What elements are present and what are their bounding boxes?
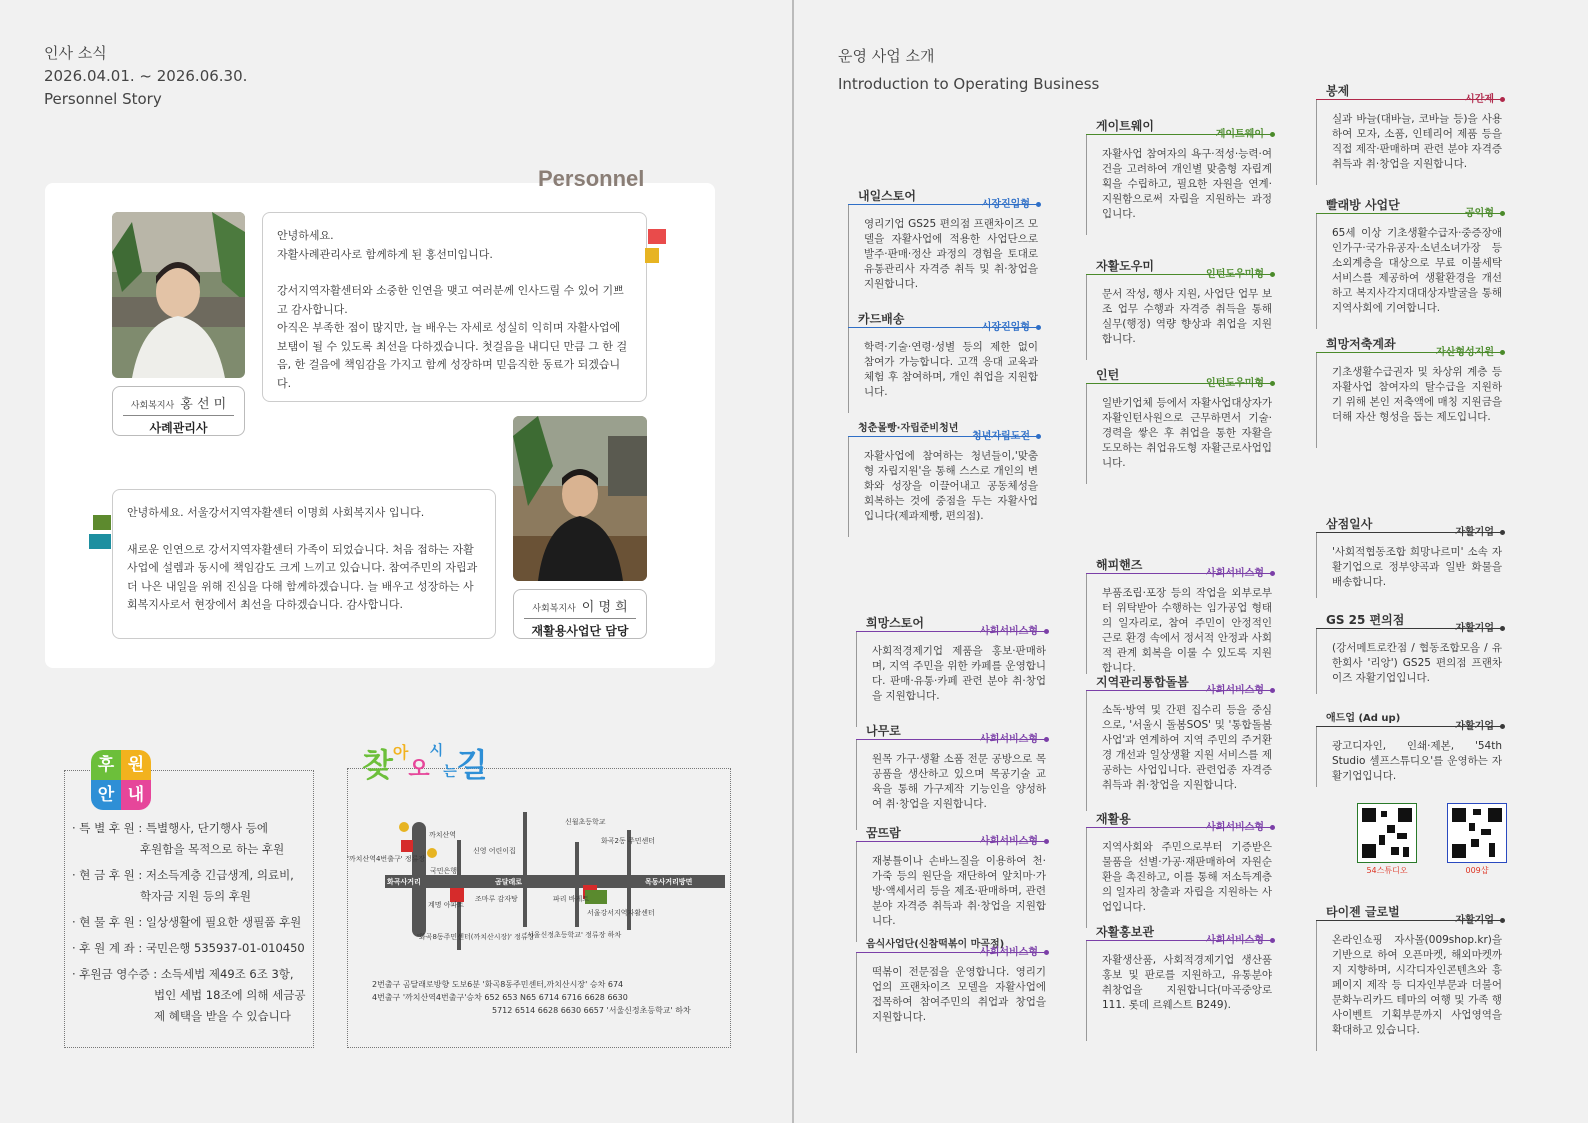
qr-code-54studio[interactable] [1357,803,1417,863]
qr-code-009shop[interactable] [1447,803,1507,863]
business-desc: 원목 가구·생활 소품 전문 공방으로 목공품을 생산하고 있으며 목공기술 교육을 통해 가구제작 기능인을 양성하여 취·창업을 지원합니다. [872,753,1046,810]
decor-square-teal [89,534,111,549]
business-entry [1316,709,1502,784]
donation-list [72,818,305,1032]
header-dot [1270,825,1275,830]
business-tag [1206,265,1264,280]
header-dot [1500,724,1505,729]
side-rule [1316,353,1317,448]
badge-char-2: 원 [121,750,151,780]
staff-name-2: 이 명 희 [581,600,628,615]
header-dot [1044,629,1049,634]
business-name: 자활도우미 [1096,259,1154,273]
business-name: 애드업 (Ad up) [1326,713,1401,724]
business-tag [1216,125,1264,140]
donation-item: · 현 물 후 원 : 일상생활에 필요한 생필품 후원 [72,915,302,929]
transit-line: 2번출구 곰달래로방향 도보6분 '화곡8동주민센터,까치산시장' 승차 674 [372,980,624,989]
map-label: '화곡8동주민센터(까치산시장)' 정류장 [417,933,535,941]
map-label: 신영 어린이집 [473,847,516,855]
business-name: 청춘몰빵·자립준비청년 [858,423,959,434]
staff-title-1: 사회복지사 [130,401,175,411]
business-desc: 학력·기술·연령·성별 등의 제한 없이 참여가 가능합니다. 고객 응대 교육과 체험 후 참여하며, 개인 취업을 지원합니다. [864,341,1038,398]
side-rule [1086,135,1087,235]
map-label: 화곡2동 주민센터 [601,837,656,845]
side-rule [856,740,857,830]
staff-message-2-p1: 안녕하세요. 서울강서지역자활센터 이명희 사회복지사 입니다. [127,506,425,519]
header-rule [856,841,1046,842]
business-name: 지역관리통합돌봄 [1096,675,1189,689]
business-desc: 부품조립·포장 등의 작업을 외부로부터 위탁받아 수행하는 임가공업 형태의 일자리로, 참여 주민이 안정적인 근로 환경 속에서 정서적 안정과 사회적 관계 회복을 이룰 수 있도록 지원합니다. [1102,587,1272,674]
side-rule [848,437,849,537]
business-tag [1206,374,1264,389]
map-label: 파리 바게트 [553,895,590,903]
header-rule [1316,726,1502,727]
business-desc: 자활사업에 참여하는 청년들이,'맞춤형 자립지원'을 통해 스스로 개인의 변화와 성장을 이끌어내고 공동체성을 회복하는 것에 중점을 두는 자활사업입니다(제과제빵, 편의점). [864,450,1038,522]
badge-char-3: 안 [91,780,121,810]
business-tag [1206,564,1264,579]
business-name: 내일스토어 [858,189,916,203]
header-rule [1086,134,1272,135]
business-tag [980,730,1038,745]
side-rule [1086,828,1087,928]
donation-item: · 현 금 후 원 : 저소득계층 긴급생계, 의료비, 학자금 지원 등의 후원 [72,868,294,903]
map-label: 화곡사거리 [387,878,421,886]
business-entry [1086,556,1272,676]
map-label: 국민은행 [430,867,458,875]
staff-message-2-p2: 새로운 인연으로 강서지역자활센터 가족이 되었습니다. 처음 접하는 자활사업에 설렘과 동시에 책임감도 크게 느끼고 있습니다. 참여주민의 자립과 더 나은 내일을 위해 진심을 다해 함께하겠습니다. 늘 배우고 성장하는 사회복지사로서 현장에서 최선을 다하겠습니다. 감사합니다. [127,542,478,611]
business-name: 타이젠 글로벌 [1326,905,1400,919]
personnel-card-title: Personnel [538,166,645,191]
decor-square-green [93,515,111,530]
staff-photo-1 [112,212,245,378]
side-rule [1086,941,1087,1041]
header-rule [1086,573,1272,574]
header-rule [1086,383,1272,384]
staff-name-1: 홍 선 미 [180,397,227,412]
header-rule [1316,99,1502,100]
header-dot [1036,202,1041,207]
line-2-icon [427,848,437,858]
business-desc: 광고디자인, 인쇄·제본, '54th Studio 셀프스튜디오'를 운영하는 자활기업입니다. [1332,740,1502,782]
business-name: 희망저축계좌 [1326,337,1396,351]
side-rule [1086,691,1087,811]
header-dot [1036,434,1041,439]
business-desc: 온라인쇼핑 자사몰(009shop.kr)을 기반으로 하여 오픈마켓, 해외마켓까지 지향하며, 시각디자인콘텐츠와 흥페이지 제작 등 디자인부문과 더불어 문화누리카드 테마의 여행 및 가족 행사이벤트 기획부문까지 사업영역을 확대하고 있습니다. [1332,934,1502,1036]
header-dot [1270,381,1275,386]
business-entry [1086,923,1272,1013]
business-entry [1086,257,1272,347]
donation-badge [91,750,151,810]
header-rule [856,631,1046,632]
directions-map [347,812,720,962]
side-rule [1316,629,1317,694]
side-rule [856,953,857,1053]
header-rule [1316,213,1502,214]
decor-square-red [648,229,666,244]
business-tag [1455,911,1494,926]
donation-item: · 후 원 계 좌 : 국민은행 535937-01-010450 [72,941,305,955]
business-tag [1206,818,1264,833]
transit-line: 5712 6514 6628 6630 6657 '서울신정초등학교' 하차 [492,1006,691,1015]
header-rule [848,327,1038,328]
business-desc: 지역사회와 주민으로부터 기증받은 물품을 선별·가공·재판매하여 자원순환을 촉진하고, 이를 통해 저소득계층의 일자리 창출과 자립을 지원하는 사업입니다. [1102,841,1272,913]
header-dot [1044,950,1049,955]
donation-item: · 후원금 영수증 : 소득세법 제49조 6조 3항, 법인 세법 18조에 의해 세금공 제 혜택을 받을 수 있습니다 [72,967,306,1023]
staff-message-1-p2: 강서지역자활센터와 소중한 인연을 맺고 여러분께 인사드릴 수 있어 기쁘고 감사합니다. 아직은 부족한 점이 많지만, 늘 배우는 자세로 성실히 익히며 자활사업에 보탬이 될 수 있도록 최선을 다하겠습니다. 첫걸음을 내디딘 만큼 그 한 걸음, 한 걸음에 책임감을 가지고 함께 성장하며 믿음직한 동료가 되겠습니다. [277,284,628,390]
donation-item: · 특 별 후 원 : 특별행사, 단기행사 등에 후원함을 목적으로 하는 후원 [72,821,285,856]
directions-title: 찾$^아$오$^시$는길 [362,743,488,784]
staff-nametag-1 [112,386,245,436]
side-rule [1086,384,1087,484]
business-entry [1086,117,1272,222]
staff-message-1 [262,212,647,402]
side-rule [1316,533,1317,598]
business-desc: 영리기업 GS25 편의점 프랜차이즈 모델을 자활사업에 적용한 사업단으로 발주·판매·정산 과정의 경험을 토대로 유통관리사 자격증 취득 및 취·창업을 지원합니다. [864,218,1038,290]
business-entry [848,187,1038,292]
business-entry [848,419,1038,524]
business-name: 게이트웨이 [1096,119,1154,133]
business-tag [1206,681,1264,696]
header-rule [856,952,1046,953]
side-rule [856,632,857,727]
business-desc: 65세 이상 기초생활수급자·중증장애인가구·국가유공자·소년소녀가장 등 소외계층을 대상으로 무료 이불세탁 서비스를 제공하여 생활환경을 개선하고 복지사각지대대상자발굴을 통해 지역사회에 기여합니다. [1332,227,1502,314]
personnel-header [44,42,247,111]
header-dot [1500,97,1505,102]
business-tag [1465,90,1494,105]
header-dot [1044,839,1049,844]
business-entry [1086,810,1272,915]
business-header [838,42,1099,98]
header-dot [1500,530,1505,535]
business-entry [1316,196,1502,316]
header-rule [1316,628,1502,629]
map-label: 계명 아파트 [428,901,465,909]
badge-char-4: 내 [121,780,151,810]
business-tag [1455,619,1494,634]
map-label: '서울신정초등학교' 정류장 하차 [525,931,622,939]
business-name: 희망스토어 [866,616,924,630]
business-name: 꿈뜨람 [866,826,901,840]
business-name: 자활홍보관 [1096,925,1154,939]
header-rule [848,436,1038,437]
header-dot [1270,571,1275,576]
business-name: 인턴 [1096,368,1120,382]
business-tag [982,195,1030,210]
business-entry [856,722,1046,812]
business-desc: 자활생산품, 사회적경제기업 생산품 홍보 및 판로를 지원하고, 유통분야 취창업을 지원합니다(마곡중앙로 111. 롯데 르웨스트 B249). [1102,954,1272,1011]
business-desc: 실과 바늘(대바늘, 코바늘 등)을 사용하여 모자, 소품, 인테리어 제품 등을 직접 제작·판매하며 관련 분야 자격증 취득과 취·창업을 지원합니다. [1332,113,1502,170]
business-tag [1436,343,1494,358]
map-label: 신월초등학교 [565,818,606,826]
business-entry [848,310,1038,400]
header-dot [1500,626,1505,631]
header-rule [1086,690,1272,691]
map-label: '까치산역4번출구' 정류장 [347,855,426,863]
business-desc: 자활사업 참여자의 욕구·적성·능력·여건을 고려하여 개인별 맞춤형 자립계획을 수립하고, 필요한 자원을 연계·지원함으로써 자립을 지원하는 과정입니다. [1102,148,1272,220]
map-label: 서울강서지역자활센터 [587,909,655,917]
bus-icon [401,840,413,852]
qr-label-54studio: 54스튜디오 [1366,866,1408,875]
business-name: 봉제 [1326,84,1350,98]
business-entry [856,614,1046,704]
business-tag [1206,931,1264,946]
business-desc: (강서메트로칸점 / 협동조합모음 / 유한회사 '리앙') GS25 편의점 프랜차이즈 자활기업입니다. [1332,642,1502,684]
business-desc: 소독·방역 및 간편 집수리 등을 중심으로, '서울시 돌봄SOS' 및 '통합돌봄 사업'과 연계하여 지역 주민의 주거환경 개선과 일상생활 지원 서비스를 제공하는 사업입니다. 관련업종 자격증 취득과 취·창업을 지원합니다. [1102,704,1272,791]
staff-photo-2 [513,416,647,581]
side-rule [1316,921,1317,1051]
business-desc: 떡볶이 전문점을 운영합니다. 영리기업의 프랜차이즈 모델을 자활사업에 접목하여 참여주민의 취업과 창업을 지원합니다. [872,966,1046,1023]
business-entry [1086,673,1272,793]
business-desc: 재봉틀이나 손바느질을 이용하여 천·가죽 등의 원단을 재단하여 앞치마·가방·액세서리 등을 제조·판매하며, 관련 분야 자격증 취득과 취·창업을 지원합니다. [872,855,1046,927]
business-desc: '사회적협동조합 희망나르미' 소속 자활기업으로 정부양곡과 일반 화물을 배송합니다. [1332,546,1502,588]
business-desc: 기초생활수급권자 및 차상위 계층 등 자활사업 참여자의 탈수급을 지원하기 위해 본인 저축액에 매칭 지원금을 더해 자산 형성을 돕는 제도입니다. [1332,366,1502,423]
business-tag [980,943,1038,958]
staff-title-2: 사회복지사 [532,604,576,614]
business-entry [856,935,1046,1025]
staff-role-1: 사례관리사 [149,421,208,435]
header-dot [1500,918,1505,923]
decor-square-yellow [645,248,659,263]
header-dot [1270,272,1275,277]
business-name: 해피핸즈 [1096,558,1143,572]
business-name: 재활용 [1096,812,1131,826]
header-dot [1044,737,1049,742]
business-entry [1316,82,1502,172]
side-rule [848,328,849,413]
business-entry [1316,903,1502,1038]
business-name: 음식사업단(신참떡볶이 마곡점) [866,939,1005,950]
side-rule [1316,214,1317,329]
header-dot [1270,132,1275,137]
business-desc: 사회적경제기업 제품을 홍보·판매하며, 지역 주민을 위한 카페를 운영합니다. 판매·유통·카페 관련 분야 취·창업을 지원합니다. [872,645,1046,702]
map-label: 조마루 감자탕 [475,895,518,903]
business-entry [856,824,1046,929]
personnel-period: 2026.04.01. ~ 2026.06.30. [44,67,248,85]
business-desc: 문서 작성, 행사 지원, 사업단 업무 보조 업무 수행과 자격증 취득을 통해 실무(행정) 역량 향상과 취업을 지원합니다. [1102,288,1272,345]
header-rule [848,204,1038,205]
map-label: 까치산역 [429,831,457,839]
business-tag [972,427,1030,442]
header-rule [1086,274,1272,275]
side-rule [856,842,857,942]
side-rule [1086,275,1087,360]
personnel-heading: 인사 소식 [44,44,107,62]
personnel-subtitle: Personnel Story [44,90,162,108]
header-dot [1270,938,1275,943]
header-rule [856,739,1046,740]
side-rule [1316,727,1317,787]
badge-char-1: 후 [91,750,121,780]
business-entry [1316,611,1502,686]
map-label: 곰달래로 [495,878,523,886]
business-desc: 일반기업체 등에서 자활사업대상자가 자활인턴사원으로 근무하면서 기술·경력을 쌓은 후 취업을 통한 자활을 도모하는 취업유도형 자활근로사업입니다. [1102,397,1272,469]
business-tag [982,318,1030,333]
business-name: GS 25 편의점 [1326,613,1405,627]
header-dot [1500,211,1505,216]
business-heading: 운영 사업 소개 [838,47,935,65]
business-tag [1465,204,1494,219]
transit-info [372,978,691,1017]
header-rule [1316,352,1502,353]
business-name: 삼점일사 [1326,517,1373,531]
header-dot [1036,325,1041,330]
header-dot [1500,350,1505,355]
line-5-icon [399,822,409,832]
business-tag [1455,523,1494,538]
staff-message-2 [112,489,496,639]
business-entry [1316,515,1502,590]
header-rule [1316,920,1502,921]
header-rule [1086,827,1272,828]
business-name: 빨래방 사업단 [1326,198,1400,212]
business-entry [1316,335,1502,425]
header-dot [1270,688,1275,693]
business-subtitle: Introduction to Operating Business [838,75,1100,93]
business-entry [1086,366,1272,471]
business-tag [980,622,1038,637]
header-rule [1086,940,1272,941]
side-rule [1086,574,1087,674]
staff-role-2: 재활용사업단 담당 [531,624,629,638]
transit-line: 4번출구 '까치산역4번출구'승차 652 653 N65 6714 6716 6628 6630 [372,993,628,1002]
map-label: 목동사거리방면 [645,878,693,886]
header-rule [1316,532,1502,533]
business-name: 나무로 [866,724,901,738]
business-tag [980,832,1038,847]
business-tag [1455,717,1494,732]
qr-label-009shop: 009샵 [1465,866,1489,875]
side-rule [1316,100,1317,185]
business-name: 카드배송 [858,312,905,326]
staff-nametag-2 [513,589,647,639]
staff-message-1-p1: 안녕하세요. 자활사례관리사로 함께하게 된 홍선미입니다. [277,229,493,261]
